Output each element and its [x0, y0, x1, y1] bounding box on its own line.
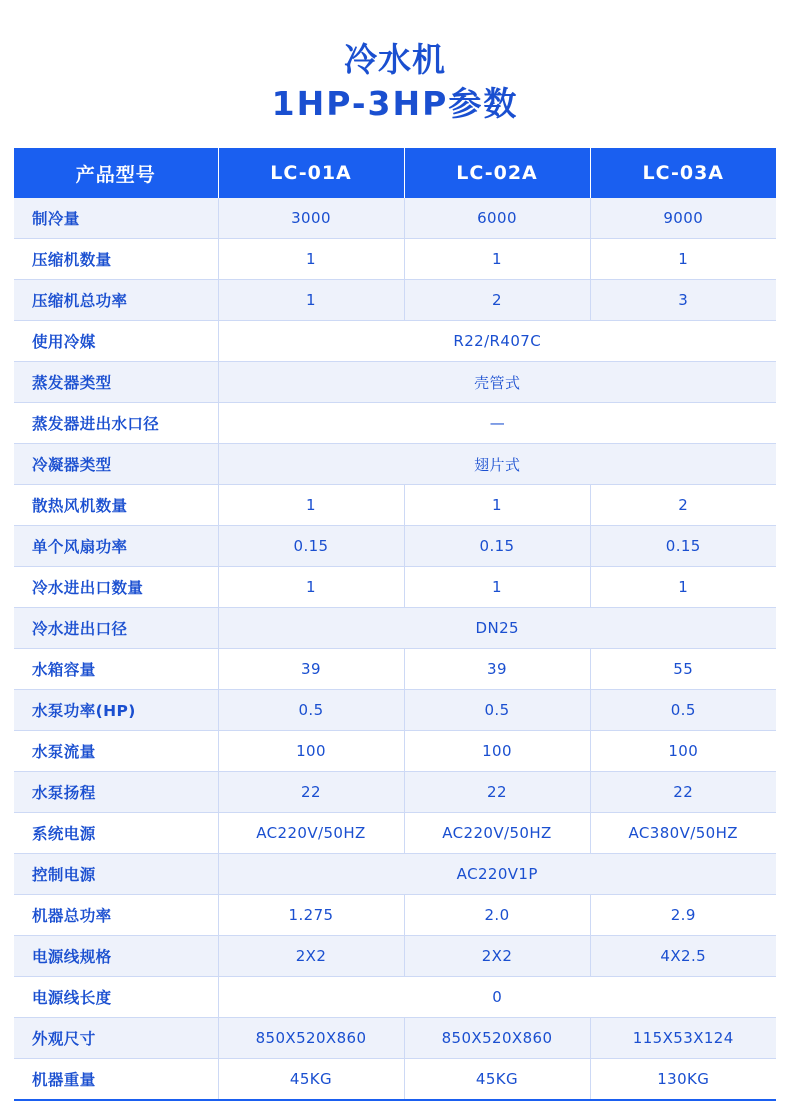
row-value: 2: [404, 280, 590, 321]
table-row: [14, 813, 776, 854]
row-value: AC380V/50HZ: [590, 813, 776, 854]
row-value-merged: 翅片式: [218, 444, 776, 485]
table-row: [14, 649, 776, 690]
row-value: 39: [218, 649, 404, 690]
row-label: 蒸发器类型: [14, 362, 218, 403]
row-value: 2X2: [404, 936, 590, 977]
spec-table: [14, 148, 776, 1101]
table-row: [14, 321, 776, 362]
row-value-merged: AC220V1P: [218, 854, 776, 895]
table-row: [14, 690, 776, 731]
row-label: 冷凝器类型: [14, 444, 218, 485]
row-label: 水泵扬程: [14, 772, 218, 813]
row-value: 22: [590, 772, 776, 813]
row-label: 电源线规格: [14, 936, 218, 977]
row-value: 45KG: [404, 1059, 590, 1101]
table-row: [14, 239, 776, 280]
row-value: 0.5: [218, 690, 404, 731]
row-value: 2.9: [590, 895, 776, 936]
row-value: 1: [404, 567, 590, 608]
row-value: 4X2.5: [590, 936, 776, 977]
row-value: 2: [590, 485, 776, 526]
row-value: 45KG: [218, 1059, 404, 1101]
table-row: [14, 1018, 776, 1059]
column-header-lc02a: LC-02A: [404, 148, 590, 198]
row-value-merged: 0: [218, 977, 776, 1018]
table-row: [14, 772, 776, 813]
table-row: [14, 1059, 776, 1101]
table-row: [14, 567, 776, 608]
row-label: 机器总功率: [14, 895, 218, 936]
row-label: 制冷量: [14, 198, 218, 239]
row-value: 1: [218, 280, 404, 321]
row-value: 1: [218, 485, 404, 526]
row-label: 压缩机数量: [14, 239, 218, 280]
row-value: 850X520X860: [218, 1018, 404, 1059]
row-label: 单个风扇功率: [14, 526, 218, 567]
row-label: 水泵功率(HP): [14, 690, 218, 731]
row-value-merged: DN25: [218, 608, 776, 649]
row-label: 外观尺寸: [14, 1018, 218, 1059]
row-value: 0.15: [218, 526, 404, 567]
spec-table-head: [14, 148, 776, 198]
row-value: 22: [218, 772, 404, 813]
spec-table-body: [14, 198, 776, 1100]
row-value: 1: [404, 239, 590, 280]
table-row: [14, 977, 776, 1018]
row-value: AC220V/50HZ: [404, 813, 590, 854]
table-row: [14, 936, 776, 977]
row-value: 9000: [590, 198, 776, 239]
row-value: 39: [404, 649, 590, 690]
row-value: 0.15: [590, 526, 776, 567]
row-value-merged: —: [218, 403, 776, 444]
row-value: 130KG: [590, 1059, 776, 1101]
table-row: [14, 526, 776, 567]
row-value: 100: [404, 731, 590, 772]
row-value: 6000: [404, 198, 590, 239]
row-label: 系统电源: [14, 813, 218, 854]
row-label: 机器重量: [14, 1059, 218, 1101]
row-value: 0.5: [404, 690, 590, 731]
row-value-merged: R22/R407C: [218, 321, 776, 362]
table-row: [14, 280, 776, 321]
table-row: [14, 444, 776, 485]
table-row: [14, 854, 776, 895]
row-label: 控制电源: [14, 854, 218, 895]
table-row: [14, 485, 776, 526]
row-label: 电源线长度: [14, 977, 218, 1018]
row-value: 100: [590, 731, 776, 772]
row-value: 55: [590, 649, 776, 690]
spec-table-wrap: [14, 148, 776, 1101]
row-value: 1: [590, 567, 776, 608]
table-row: [14, 895, 776, 936]
title-line-1: 冷水机: [344, 40, 446, 79]
table-row: [14, 362, 776, 403]
row-value: 2X2: [218, 936, 404, 977]
page-title: [0, 0, 790, 126]
row-value: 100: [218, 731, 404, 772]
row-value: 1.275: [218, 895, 404, 936]
table-row: [14, 731, 776, 772]
table-row: [14, 198, 776, 239]
title-line-2: 1HP-3HP参数: [271, 84, 519, 123]
row-value: 2.0: [404, 895, 590, 936]
row-label: 压缩机总功率: [14, 280, 218, 321]
row-label: 冷水进出口径: [14, 608, 218, 649]
column-header-model-label: 产品型号: [14, 148, 218, 198]
row-value: 1: [590, 239, 776, 280]
row-value: 1: [404, 485, 590, 526]
row-label: 蒸发器进出水口径: [14, 403, 218, 444]
row-label: 水箱容量: [14, 649, 218, 690]
row-value: 3000: [218, 198, 404, 239]
row-value: 1: [218, 239, 404, 280]
row-value: 850X520X860: [404, 1018, 590, 1059]
row-label: 冷水进出口数量: [14, 567, 218, 608]
row-value-merged: 壳管式: [218, 362, 776, 403]
column-header-lc01a: LC-01A: [218, 148, 404, 198]
row-value: AC220V/50HZ: [218, 813, 404, 854]
column-header-lc03a: LC-03A: [590, 148, 776, 198]
row-value: 22: [404, 772, 590, 813]
row-value: 115X53X124: [590, 1018, 776, 1059]
row-value: 3: [590, 280, 776, 321]
row-value: 1: [218, 567, 404, 608]
row-value: 0.5: [590, 690, 776, 731]
row-label: 水泵流量: [14, 731, 218, 772]
table-header-row: [14, 148, 776, 198]
row-value: 0.15: [404, 526, 590, 567]
row-label: 使用冷媒: [14, 321, 218, 362]
table-row: [14, 403, 776, 444]
table-row: [14, 608, 776, 649]
row-label: 散热风机数量: [14, 485, 218, 526]
